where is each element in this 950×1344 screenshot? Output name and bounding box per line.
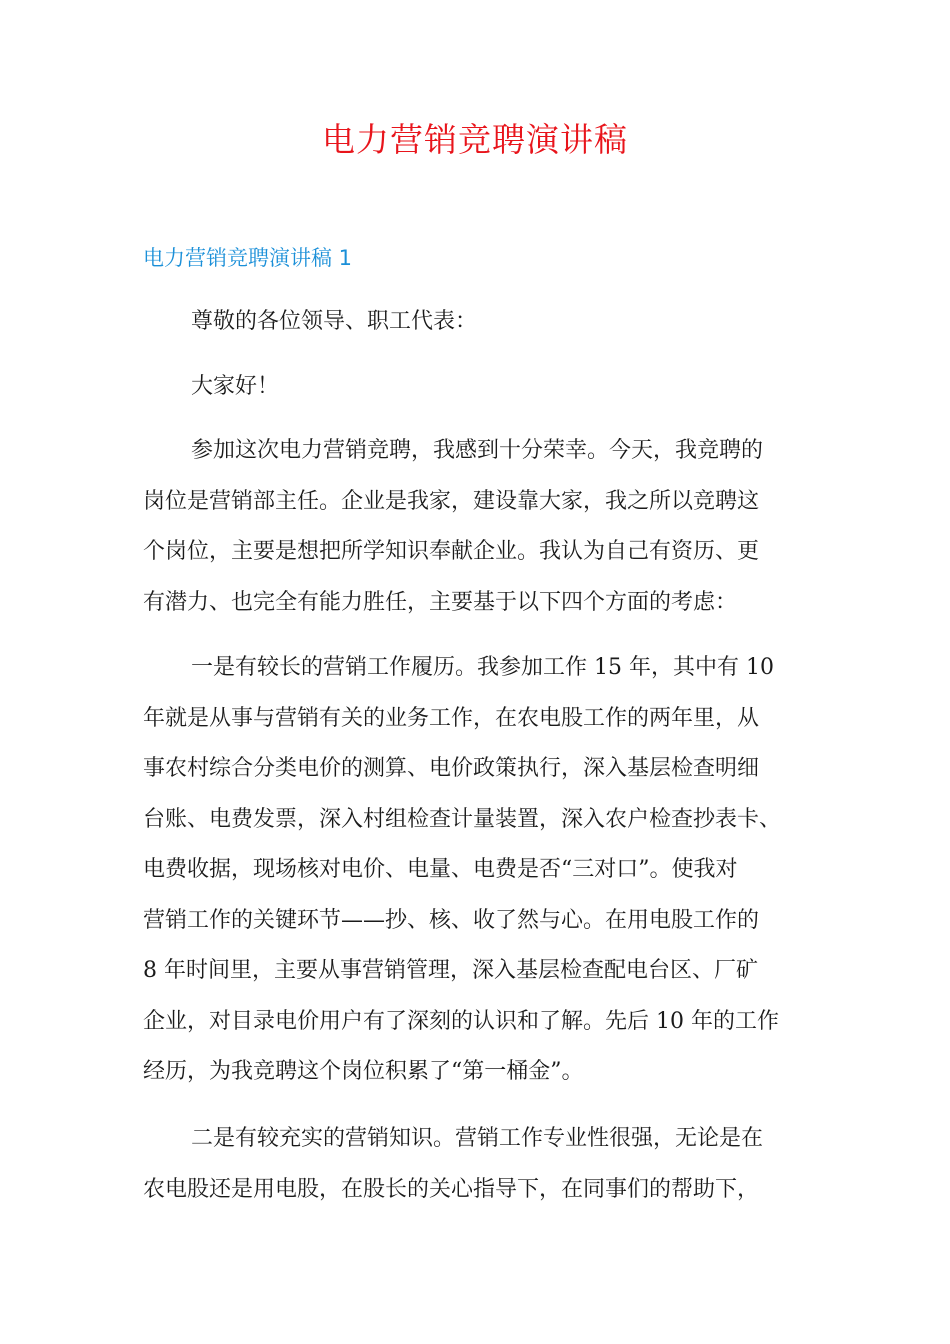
paragraph-line: 岗位是营销部主任。企业是我家，建设靠大家，我之所以竞聘这 [143, 488, 760, 514]
paragraph-line: 二是有较充实的营销知识。营销工作专业性很强，无论是在 [191, 1126, 764, 1151]
paragraph-line: 企业，对目录电价用户有了深刻的认识和了解。先后 10 年的工作 [143, 1008, 779, 1034]
paragraph-line: 台账、电费发票，深入村组检查计量装置，深入农户检查抄表卡、 [143, 806, 782, 832]
paragraph-3 [143, 1114, 813, 1215]
paragraph-line: 参加这次电力营销竞聘，我感到十分荣幸。今天，我竞聘的 [191, 438, 764, 463]
paragraph-2 [143, 643, 813, 1098]
document-title: 电力营销竞聘演讲稿 [322, 120, 628, 159]
section-heading: 电力营销竞聘演讲稿 1 [143, 246, 353, 270]
paragraph-line: 年就是从事与营销有关的业务工作，在农电股工作的两年里，从 [143, 705, 760, 731]
greeting-paragraph [143, 297, 813, 348]
greeting-line: 尊敬的各位领导、职工代表： [191, 309, 478, 334]
paragraph-line: 电费收据，现场核对电价、电量、电费是否“三对口”。使我对 [143, 857, 738, 882]
paragraph-line: 营销工作的关键环节——抄、核、收了然与心。在用电股工作的 [143, 907, 760, 933]
paragraph-1 [143, 426, 813, 628]
paragraph-line: 8 年时间里，主要从事营销管理，深入基层检查配电台区、厂矿 [143, 958, 758, 983]
paragraph-line: 事农村综合分类电价的测算、电价政策执行，深入基层检查明细 [143, 756, 760, 781]
paragraph-line: 经历，为我竞聘这个岗位积累了“第一桶金”。 [143, 1059, 584, 1084]
paragraph-line: 农电股还是用电股，在股长的关心指导下，在同事们的帮助下， [143, 1176, 760, 1202]
hello-line: 大家好！ [191, 374, 280, 399]
hello-paragraph [143, 362, 813, 413]
paragraph-line: 个岗位，主要是想把所学知识奉献企业。我认为自己有资历、更 [143, 539, 760, 564]
paragraph-line: 有潜力、也完全有能力胜任，主要基于以下四个方面的考虑： [143, 589, 738, 615]
paragraph-line: 一是有较长的营销工作履历。我参加工作 15 年，其中有 10 [191, 655, 774, 680]
